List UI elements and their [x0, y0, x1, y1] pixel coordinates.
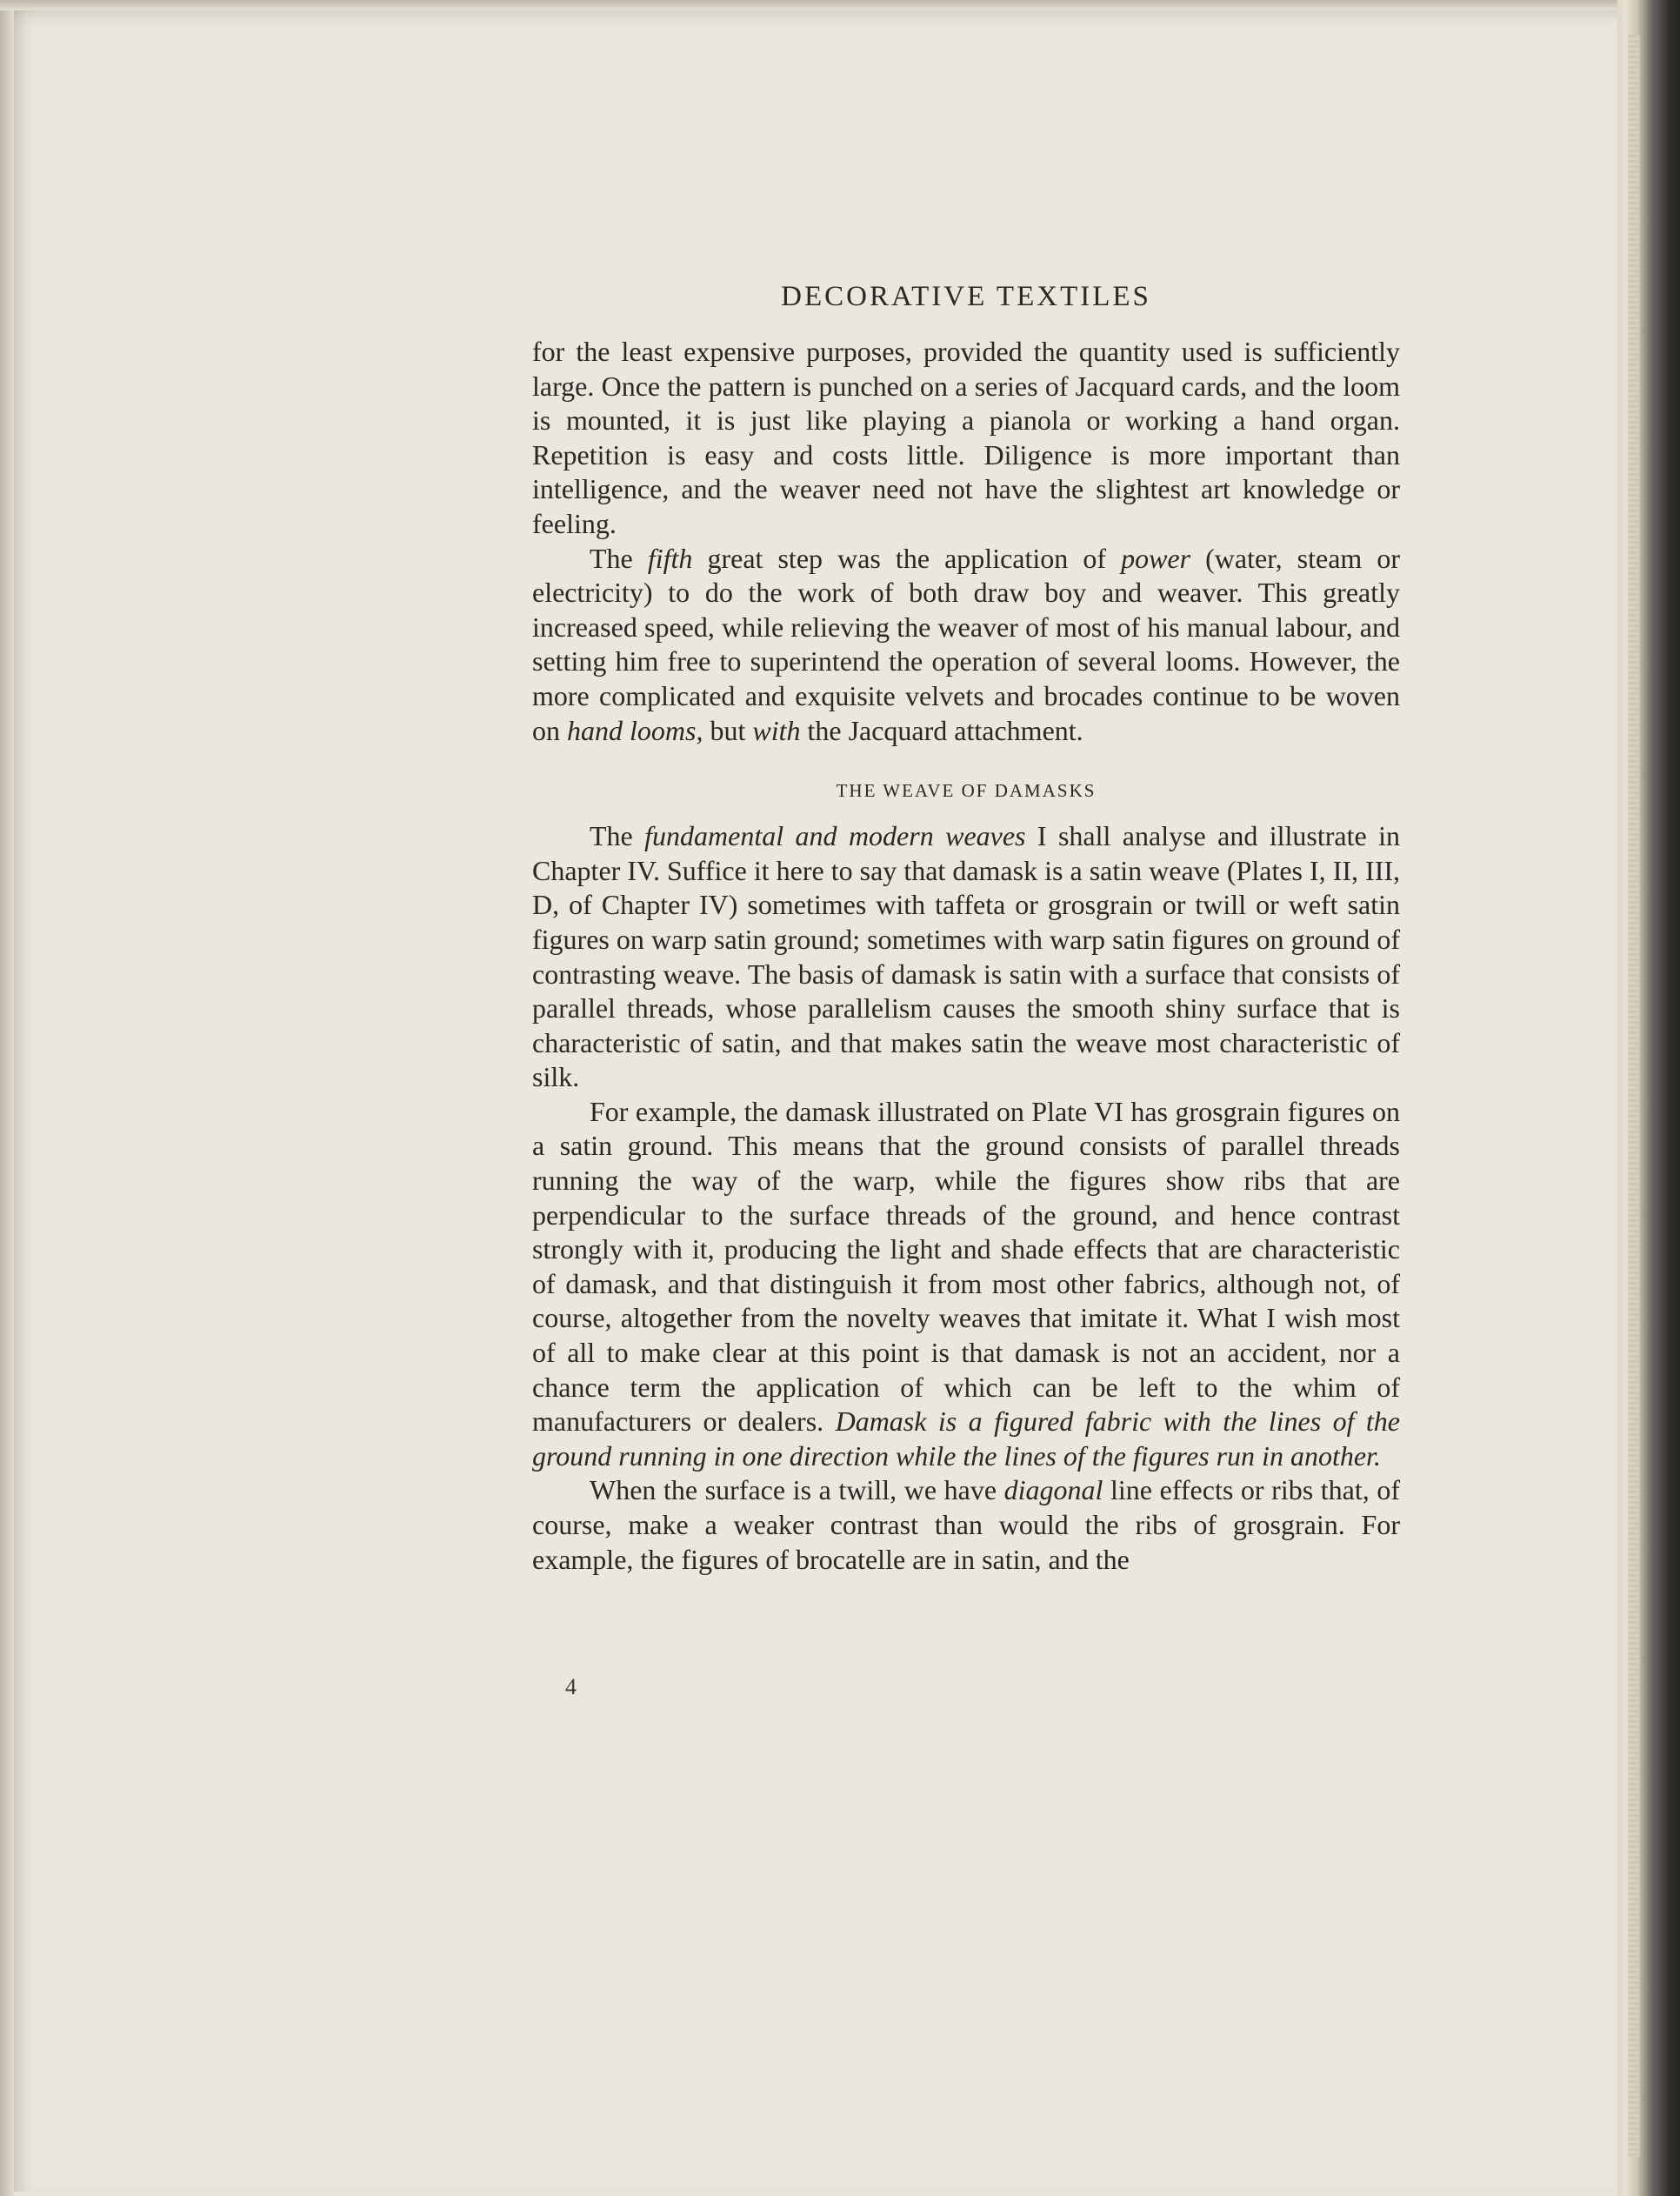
- paragraph: [532, 1473, 1400, 1577]
- text-run: for the least expensive purposes, provided the quantity used is sufficiently large. Once the pattern is punched on a series of Jacquard cards, and the loom is mounted, it is just like playing a pianola or working a hand organ. Repetition is easy and costs little. Diligence is more important than intelligence, and the weaver need not have the slightest art knowledge or feeling.: [532, 336, 1400, 539]
- body-text: [532, 335, 1400, 1577]
- italic-run: fundamental and modern weaves: [644, 820, 1026, 852]
- text-run: For example, the damask illustrated on Plate VI has grosgrain figures on a satin ground. This means that the ground consists of parallel threads running the way of the warp, while the figures show ribs that are perpendicular to the surface threads of the ground, and hence contrast strongly with it, producing the light and shade effects that are characteristic of damask, and that distinguish it from most other fabrics, although not, of course, altogether from the novelty weaves that imitate it. What I wish most of all to make clear at this point is that damask is not an accident, nor a chance term the application of which can be left to the whim of manufacturers or dealers.: [532, 1095, 1400, 1438]
- text-run: (water, steam or electricity) to do the work of both draw boy and weaver. This greatly increased speed, while relieving the weaver of most of his manual labour, and setting him free to superintend the operation of several looms. However, the more complicated and exquisite velvets and brocades continue to be woven on: [532, 542, 1401, 746]
- section-heading: THE WEAVE OF DAMASKS: [836, 780, 1097, 802]
- page-number: 4: [565, 1674, 577, 1699]
- text-run: but: [703, 714, 753, 746]
- paragraph: [532, 1095, 1400, 1474]
- italic-run: Damask is a figured fabric with the lines of the ground running in one direction while the lines of the figures run in another.: [532, 1405, 1401, 1472]
- paragraph: [532, 335, 1400, 542]
- text-run: The: [590, 542, 648, 574]
- text-run: I shall analyse and illustrate in Chapter IV. Suffice it here to say that damask is a satin weave (Plates I, II, III, D, of Chapter IV) sometimes with taffeta or grosgrain or twill or weft satin figures on warp satin ground; sometimes with warp satin figures on ground of contrasting weave. The basis of damask is satin with a surface that consists of parallel threads, whose parallelism causes the smooth shiny surface that is characteristic of satin, and that makes satin the weave most characteristic of silk.: [532, 820, 1401, 1093]
- italic-run: with: [752, 714, 801, 746]
- text-run: great step was the application of: [692, 542, 1122, 574]
- text-run: The: [590, 820, 645, 852]
- italic-run: diagonal: [1003, 1474, 1103, 1506]
- section-paragraphs: [532, 819, 1400, 1577]
- italic-run: hand looms,: [567, 714, 703, 746]
- paragraph: [532, 819, 1400, 1095]
- binding-edge: [1617, 0, 1680, 2196]
- top-page-edge: [0, 0, 1617, 10]
- text-run: line effects or ribs that, of course, make a weaker contrast than would the ribs of grosgrain. For example, the figures of brocatelle are in satin, and the: [532, 1474, 1401, 1575]
- text-run: the Jacquard attachment.: [800, 714, 1083, 746]
- binding-stitch: [1628, 35, 1640, 2157]
- paragraph: [532, 542, 1400, 749]
- running-head: DECORATIVE TEXTILES: [781, 281, 1151, 312]
- italic-run: fifth: [647, 542, 693, 574]
- intro-paragraphs: [532, 335, 1400, 748]
- left-page-edge: [0, 0, 14, 2196]
- italic-run: power: [1121, 542, 1191, 574]
- text-run: When the surface is a twill, we have: [590, 1474, 1004, 1506]
